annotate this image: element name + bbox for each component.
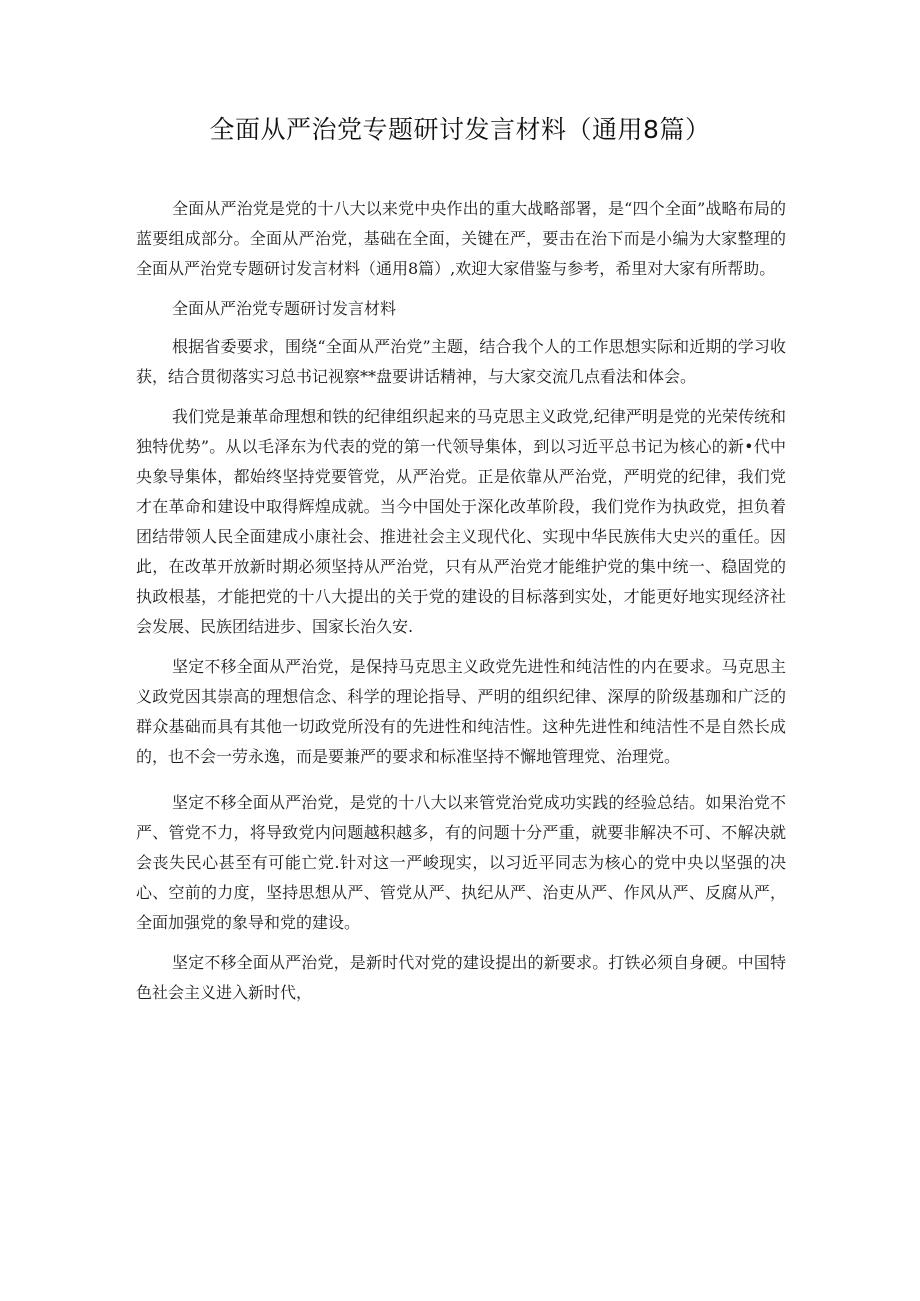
body-paragraph: 坚定不移全面从严治党，是保持马克思主义政党先进性和纯洁性的内在要求。马克思主义政党因其崇高的理想信念、科学的理论指导、严明的组织纪律、深厚的阶级基珈和广泛的群众基础而具有其他一切政党所没有的先进性和纯洁性。这种先进性和纯洁性不是自然长成的，也不会一劳永逸，而是要兼严的要求和标准坚持不懈地管理党、治理党。 bbox=[136, 657, 786, 766]
document-body bbox=[136, 194, 786, 1018]
document-title: 全面从严治党专题研讨发言材料（通用8篇） bbox=[209, 115, 711, 144]
body-paragraph: 根据省委要求，围绕“全面从严治党”主题，结合我个人的工作思想实际和近期的学习收获，结合贯彻落实习总书记视察**盘要讲话精神，与大家交流几点看法和体会。 bbox=[136, 337, 786, 386]
body-paragraph: 坚定不移全面从严治党，是党的十八大以来管党治党成功实践的经验总结。如果治党不严、管党不力，将导致党内问题越积越多，有的问题十分严重，就要非解决不可、不解决就会丧失民心甚至有可能亡党.针对这一严峻现实，以习近平同志为核心的党中央以坚强的决心、空前的力度，坚持思想从严、管党从严、执纪从严、治吏从严、作风从严、反腐从严，全面加强党的象导和党的建设。 bbox=[136, 793, 786, 932]
section-heading: 全面从严治党专题研讨发言材料 bbox=[172, 299, 397, 318]
body-paragraph: 坚定不移全面从严治党，是新时代对党的建设提出的新要求。打铁必须自身硬。中国特色社会主义进入新时代， bbox=[136, 953, 786, 1002]
body-paragraph: 我们党是兼革命理想和铁的纪律组织起来的马克思主义政党,纪律严明是党的光荣传统和独特优势”。从以毛泽东为代表的党的第一代领导集体，到以习近平总书记为核心的新•代中央象导集体，都始终坚持党要管党，从严治党。正是依靠从严治党，严明党的纪律，我们党才在革命和建设中取得辉煌成就。当今中国处于深化改革阶段，我们党作为执政党，担负着团结带领人民全面建成小康社会、推进社会主义现代化、实现中华民族伟大史兴的重任。因此，在改革开放新时期必须坚持从严治党，只有从严治党才能维护党的集中统一、稳固党的执政根基，才能把党的十八大提出的关于党的建设的目标落到实处，才能更好地实现经济社会发展、民族团结进步、国家长治久安. bbox=[136, 407, 786, 636]
intro-paragraph: 全面从严治党是党的十八大以来党中央作出的重大战略部署，是“四个全面”战略布局的蓝要组成部分。全面从严治党，基础在全面，关键在严，要击在治下而是小编为大家整理的全面从严治党专题研讨发言材料（通用8篇）,欢迎大家借鉴与参考，希里对大家有所帮助。 bbox=[136, 199, 786, 278]
